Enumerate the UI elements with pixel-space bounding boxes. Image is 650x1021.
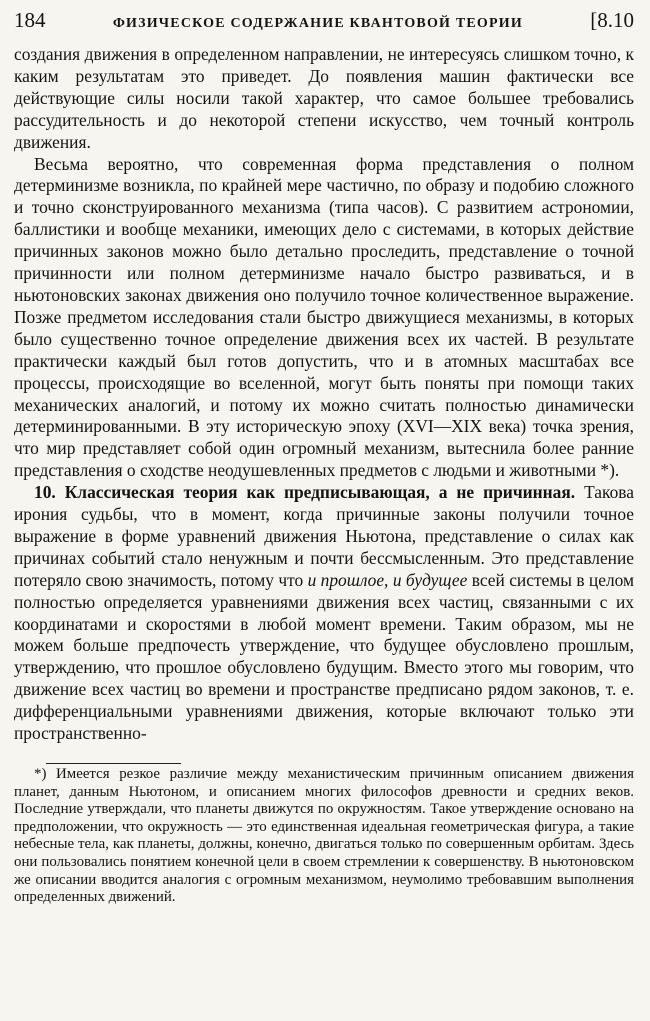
section-reference: [8.10 [590, 8, 634, 32]
paragraph-2: Весьма вероятно, что современная форма представления о полном детерминизме возникла, по крайней мере частично, по образу и подобию сложного и точно сконструированного механизма (типа часов). С развитием астрономии, баллистики и вообще механики, имеющих дело с системами, в которых действие причинных законов можно было детально проследить, представление о точной причинности или полном детерминизме начало быстро развиваться, и в ньютоновских законах движения оно получило точное количественное выражение. Позже предметом исследования стали быстро движущиеся механизмы, в которых было существенно точное определение движения всех их частей. В результате практически каждый был готов допустить, что и в атомных масштабах все процессы, происходящие во вселенной, могут быть поняты при помощи таких механических аналогий, и потому их можно считать полностью динамически детерминированными. В эту историческую эпоху (XVI—XIX века) точка зрения, что мир представляет собой один огромный механизм, вытеснила более ранние представления о сходстве неодушевленных предметов с людьми и животными *). [14, 153, 634, 481]
footnote: *) Имеется резкое различие между механистическим причинным описанием движения планет, данным Ньютоном, и описанием многих философов древности и средних веков. Последние утверждали, что планеты движутся по окружностям. Такое утверждение основано на предположении, что окружность — это единственная идеальная геометрическая фигура, а такие небесные тела, как планеты, должны, конечно, двигаться только по совершенным орбитам. Здесь они пользовались понятием конечной цели в своем стремлении к совершенству. В ньютоновском же описании вводится аналогия с огромным механизмом, неумолимо требовавшим выполнения определенных движений. [14, 766, 634, 906]
footnote-divider [46, 763, 181, 764]
italic-future: и будущее [392, 569, 468, 590]
paragraph-3 [14, 482, 634, 745]
paragraph-3-text-b: всей системы в целом полностью определяется уравнениями движения всех частиц, связанными с их координатами и скоростями в любой момент времени. Таким образом, мы не можем больше предпочесть утверждение, что будущее обусловлено прошлым, утверждению, что прошлое обусловлено будущим. Вместо этого мы говорим, что движение всех частиц во времени и пространстве предписано рядом законов, т. е. дифференциальными уравнениями движения, которые включают только эти пространственно- [14, 569, 634, 744]
section-title: 10. Классическая теория как предписывающая, а не причинная. [34, 482, 576, 503]
paragraph-1: создания движения в определенном направлении, не интересуясь слишком точно, к каким результатам это приведет. До появления машин фактически все действующие силы носили такой характер, что самое большее требовались рассудительность и до некоторой степени искусство, чем точный контроль движения. [14, 44, 634, 152]
paragraph-3-text-a: Такова ирония судьбы, что в момент, когда причинные законы получили точное выражение в форме уравнений движения Ньютона, представление о силах как причинах событий стало ненужным и почти бессмысленным. Это представление потеряло свою значимость, потому что [14, 482, 634, 590]
italic-past: и прошлое, [307, 569, 389, 590]
running-title: ФИЗИЧЕСКОЕ СОДЕРЖАНИЕ КВАНТОВОЙ ТЕОРИИ [112, 16, 523, 31]
page-header [14, 8, 634, 44]
page-number: 184 [14, 8, 46, 32]
